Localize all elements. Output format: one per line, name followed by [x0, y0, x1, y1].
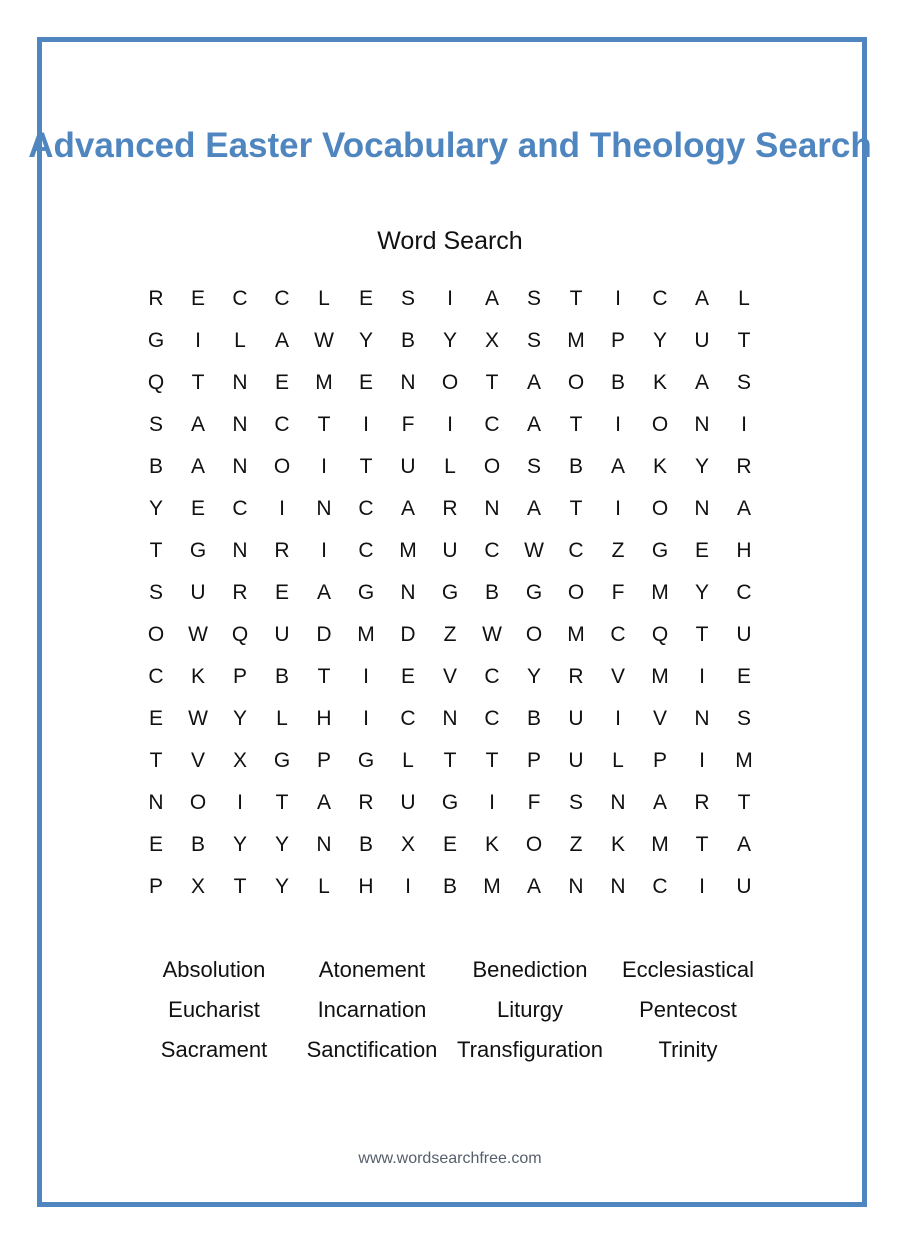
grid-row	[135, 278, 765, 320]
grid-letter[interactable]: L	[402, 749, 414, 772]
letter-grid	[135, 278, 765, 908]
grid-letter[interactable]: Y	[274, 833, 289, 856]
grid-letter[interactable]: L	[234, 329, 246, 352]
grid-letter[interactable]: G	[273, 749, 291, 772]
grid-letter[interactable]: E	[442, 833, 457, 856]
grid-row	[135, 488, 765, 530]
grid-letter[interactable]: H	[316, 707, 332, 730]
grid-letter[interactable]: V	[442, 665, 457, 688]
grid-letter[interactable]: O	[273, 455, 291, 478]
grid-row	[135, 320, 765, 362]
grid-letter[interactable]: I	[615, 497, 621, 520]
grid-letter[interactable]: T	[569, 413, 583, 436]
grid-letter[interactable]: O	[651, 497, 669, 520]
grid-letter[interactable]: B	[442, 875, 457, 898]
grid-letter[interactable]: G	[441, 791, 459, 814]
grid-letter[interactable]: N	[442, 707, 458, 730]
grid-letter[interactable]: V	[610, 665, 625, 688]
grid-letter[interactable]: R	[274, 539, 290, 562]
grid-letter[interactable]: I	[447, 287, 453, 310]
grid-letter[interactable]: C	[610, 623, 626, 646]
grid-letter[interactable]: A	[274, 329, 289, 352]
grid-letter[interactable]: A	[400, 497, 415, 520]
grid-letter[interactable]: M	[357, 623, 375, 646]
grid-row	[135, 698, 765, 740]
word-list-item: Transfiguration	[457, 1037, 603, 1062]
grid-letter[interactable]: P	[232, 665, 247, 688]
grid-letter[interactable]: C	[484, 413, 500, 436]
grid-letter[interactable]: C	[358, 539, 374, 562]
grid-letter[interactable]: P	[148, 875, 163, 898]
grid-letter[interactable]: E	[274, 581, 289, 604]
grid-letter[interactable]: Z	[611, 539, 625, 562]
grid-letter[interactable]: C	[274, 413, 290, 436]
grid-letter[interactable]: C	[232, 287, 248, 310]
grid-letter[interactable]: I	[237, 791, 243, 814]
grid-row	[135, 614, 765, 656]
grid-letter[interactable]: F	[401, 413, 415, 436]
grid-letter[interactable]: I	[699, 665, 705, 688]
grid-letter[interactable]: G	[441, 581, 459, 604]
grid-letter[interactable]: L	[276, 707, 288, 730]
word-list-item: Atonement	[318, 957, 426, 982]
grid-letter[interactable]: X	[484, 329, 499, 352]
grid-letter[interactable]: C	[484, 539, 500, 562]
grid-letter[interactable]: Y	[694, 455, 709, 478]
grid-letter[interactable]: T	[149, 539, 163, 562]
grid-letter[interactable]: X	[400, 833, 415, 856]
grid-letter[interactable]: I	[741, 413, 747, 436]
page-title: Advanced Easter Vocabulary and Theology Search	[28, 126, 872, 165]
grid-letter[interactable]: U	[274, 623, 290, 646]
grid-letter[interactable]: O	[567, 371, 585, 394]
page-subtitle: Word Search	[377, 227, 523, 255]
grid-letter[interactable]: L	[318, 875, 330, 898]
grid-row	[135, 782, 765, 824]
grid-letter[interactable]: U	[694, 329, 710, 352]
word-list	[135, 950, 767, 1070]
grid-letter[interactable]: B	[610, 371, 625, 394]
grid-letter[interactable]: Q	[147, 371, 165, 394]
grid-letter[interactable]: N	[400, 581, 416, 604]
word-list-item: Ecclesiastical	[621, 957, 755, 982]
grid-row	[135, 740, 765, 782]
grid-letter[interactable]: S	[736, 707, 751, 730]
grid-letter[interactable]: N	[484, 497, 500, 520]
grid-row	[135, 824, 765, 866]
grid-letter[interactable]: I	[321, 539, 327, 562]
grid-letter[interactable]: E	[190, 497, 205, 520]
grid-letter[interactable]: N	[148, 791, 164, 814]
grid-letter[interactable]: T	[149, 749, 163, 772]
grid-letter[interactable]: C	[568, 539, 584, 562]
grid-letter[interactable]: A	[736, 497, 751, 520]
grid-letter[interactable]: W	[188, 707, 208, 730]
grid-letter[interactable]: B	[274, 665, 289, 688]
grid-letter[interactable]: A	[610, 455, 625, 478]
grid-letter[interactable]: G	[357, 581, 375, 604]
word-list-item: Trinity	[658, 1037, 718, 1062]
grid-letter[interactable]: E	[148, 833, 163, 856]
grid-letter[interactable]: N	[400, 371, 416, 394]
grid-letter[interactable]: F	[611, 581, 625, 604]
grid-letter[interactable]: W	[314, 329, 334, 352]
grid-letter[interactable]: A	[484, 287, 499, 310]
grid-letter[interactable]: P	[610, 329, 625, 352]
grid-letter[interactable]: T	[233, 875, 247, 898]
grid-letter[interactable]: Y	[694, 581, 709, 604]
grid-letter[interactable]: T	[275, 791, 289, 814]
grid-letter[interactable]: B	[526, 707, 541, 730]
grid-letter[interactable]: T	[443, 749, 457, 772]
grid-letter[interactable]: N	[694, 497, 710, 520]
grid-letter[interactable]: M	[651, 665, 669, 688]
grid-letter[interactable]: I	[363, 707, 369, 730]
grid-letter[interactable]: A	[190, 455, 205, 478]
grid-letter[interactable]: N	[232, 455, 248, 478]
grid-letter[interactable]: E	[358, 287, 373, 310]
word-list-row	[135, 990, 767, 1030]
grid-letter[interactable]: C	[652, 875, 668, 898]
grid-letter[interactable]: T	[317, 413, 331, 436]
grid-letter[interactable]: A	[694, 287, 709, 310]
grid-letter[interactable]: U	[568, 707, 584, 730]
grid-letter[interactable]: W	[524, 539, 544, 562]
grid-letter[interactable]: I	[489, 791, 495, 814]
grid-letter[interactable]: E	[400, 665, 415, 688]
grid-row	[135, 866, 765, 908]
grid-letter[interactable]: Y	[274, 875, 289, 898]
grid-letter[interactable]: B	[400, 329, 415, 352]
grid-letter[interactable]: N	[610, 791, 626, 814]
grid-letter[interactable]: Q	[651, 623, 669, 646]
grid-letter[interactable]: U	[190, 581, 206, 604]
grid-letter[interactable]: M	[483, 875, 501, 898]
grid-letter[interactable]: S	[400, 287, 415, 310]
grid-letter[interactable]: U	[442, 539, 458, 562]
grid-letter[interactable]: Y	[442, 329, 457, 352]
grid-letter[interactable]: M	[735, 749, 753, 772]
grid-row	[135, 362, 765, 404]
grid-letter[interactable]: E	[274, 371, 289, 394]
grid-letter[interactable]: R	[232, 581, 248, 604]
grid-letter[interactable]: T	[485, 749, 499, 772]
grid-letter[interactable]: N	[232, 413, 248, 436]
grid-letter[interactable]: T	[359, 455, 373, 478]
grid-letter[interactable]: I	[447, 413, 453, 436]
grid-letter[interactable]: I	[699, 875, 705, 898]
grid-letter[interactable]: S	[148, 413, 163, 436]
grid-letter[interactable]: K	[610, 833, 625, 856]
grid-letter[interactable]: X	[190, 875, 205, 898]
grid-letter[interactable]: N	[232, 371, 248, 394]
grid-letter[interactable]: V	[652, 707, 667, 730]
grid-letter[interactable]: Y	[652, 329, 667, 352]
grid-letter[interactable]: G	[147, 329, 165, 352]
grid-letter[interactable]: I	[195, 329, 201, 352]
grid-letter[interactable]: M	[651, 833, 669, 856]
grid-letter[interactable]: M	[567, 329, 585, 352]
grid-letter[interactable]: M	[399, 539, 417, 562]
grid-row	[135, 446, 765, 488]
grid-row	[135, 404, 765, 446]
grid-letter[interactable]: K	[190, 665, 205, 688]
grid-letter[interactable]: U	[400, 791, 416, 814]
grid-letter[interactable]: R	[694, 791, 710, 814]
grid-letter[interactable]: T	[485, 371, 499, 394]
grid-letter[interactable]: C	[484, 707, 500, 730]
grid-letter[interactable]: S	[568, 791, 583, 814]
grid-letter[interactable]: N	[694, 707, 710, 730]
grid-letter[interactable]: A	[736, 833, 751, 856]
grid-letter[interactable]: T	[737, 791, 751, 814]
grid-letter[interactable]: A	[652, 791, 667, 814]
grid-letter[interactable]: M	[315, 371, 333, 394]
grid-letter[interactable]: N	[610, 875, 626, 898]
word-list-item: Pentecost	[639, 997, 737, 1022]
grid-letter[interactable]: N	[694, 413, 710, 436]
grid-letter[interactable]: O	[189, 791, 207, 814]
grid-letter[interactable]: C	[484, 665, 500, 688]
grid-letter[interactable]: O	[525, 623, 543, 646]
grid-letter[interactable]: C	[400, 707, 416, 730]
grid-letter[interactable]: Y	[232, 833, 247, 856]
grid-letter[interactable]: G	[189, 539, 207, 562]
grid-letter[interactable]: S	[526, 455, 541, 478]
grid-letter[interactable]: I	[321, 455, 327, 478]
grid-row	[135, 656, 765, 698]
grid-letter[interactable]: B	[190, 833, 205, 856]
grid-letter[interactable]: R	[358, 791, 374, 814]
grid-letter[interactable]: T	[737, 329, 751, 352]
grid-letter[interactable]: B	[568, 455, 583, 478]
grid-letter[interactable]: K	[652, 455, 667, 478]
grid-letter[interactable]: L	[612, 749, 624, 772]
grid-letter[interactable]: I	[363, 665, 369, 688]
grid-letter[interactable]: E	[190, 287, 205, 310]
grid-letter[interactable]: W	[482, 623, 502, 646]
grid-letter[interactable]: T	[191, 371, 205, 394]
grid-letter[interactable]: V	[190, 749, 205, 772]
grid-letter[interactable]: R	[736, 455, 752, 478]
grid-letter[interactable]: P	[652, 749, 667, 772]
grid-letter[interactable]: H	[358, 875, 374, 898]
grid-letter[interactable]: C	[232, 497, 248, 520]
word-list-item: Benediction	[472, 957, 588, 982]
grid-letter[interactable]: Y	[358, 329, 373, 352]
grid-letter[interactable]: E	[694, 539, 709, 562]
grid-letter[interactable]: N	[232, 539, 248, 562]
grid-letter[interactable]: G	[525, 581, 543, 604]
grid-letter[interactable]: L	[444, 455, 456, 478]
grid-letter[interactable]: O	[483, 455, 501, 478]
grid-letter[interactable]: I	[279, 497, 285, 520]
grid-letter[interactable]: N	[568, 875, 584, 898]
grid-letter[interactable]: L	[318, 287, 330, 310]
grid-letter[interactable]: N	[316, 833, 332, 856]
grid-letter[interactable]: T	[569, 497, 583, 520]
grid-letter[interactable]: R	[568, 665, 584, 688]
grid-letter[interactable]: I	[615, 287, 621, 310]
grid-letter[interactable]: S	[148, 581, 163, 604]
grid-letter[interactable]: M	[567, 623, 585, 646]
grid-letter[interactable]: I	[699, 749, 705, 772]
grid-letter[interactable]: E	[148, 707, 163, 730]
grid-letter[interactable]: O	[147, 623, 165, 646]
grid-letter[interactable]: A	[526, 371, 541, 394]
grid-letter[interactable]: G	[651, 539, 669, 562]
grid-letter[interactable]: I	[615, 707, 621, 730]
grid-letter[interactable]: Z	[569, 833, 583, 856]
grid-letter[interactable]: C	[148, 665, 164, 688]
grid-letter[interactable]: X	[232, 749, 247, 772]
word-list-item: Eucharist	[168, 997, 260, 1022]
grid-letter[interactable]: C	[274, 287, 290, 310]
grid-letter[interactable]: U	[736, 875, 752, 898]
grid-letter[interactable]: A	[526, 875, 541, 898]
grid-row	[135, 572, 765, 614]
grid-letter[interactable]: D	[400, 623, 416, 646]
grid-letter[interactable]: A	[526, 497, 541, 520]
grid-letter[interactable]: G	[357, 749, 375, 772]
grid-letter[interactable]: C	[652, 287, 668, 310]
grid-letter[interactable]: R	[442, 497, 458, 520]
grid-letter[interactable]: M	[651, 581, 669, 604]
grid-letter[interactable]: A	[694, 371, 709, 394]
footer-url: www.wordsearchfree.com	[358, 1150, 542, 1167]
word-list-item: Sacrament	[160, 1037, 268, 1062]
word-list-row	[135, 950, 767, 990]
grid-letter[interactable]: L	[738, 287, 750, 310]
grid-letter[interactable]: O	[441, 371, 459, 394]
grid-letter[interactable]: A	[526, 413, 541, 436]
grid-letter[interactable]: W	[188, 623, 208, 646]
grid-letter[interactable]: A	[316, 581, 331, 604]
grid-letter[interactable]: K	[652, 371, 667, 394]
grid-letter[interactable]: E	[358, 371, 373, 394]
grid-letter[interactable]: S	[736, 371, 751, 394]
grid-letter[interactable]: P	[526, 749, 541, 772]
grid-letter[interactable]: I	[363, 413, 369, 436]
grid-letter[interactable]: T	[317, 665, 331, 688]
grid-letter[interactable]: K	[484, 833, 499, 856]
grid-letter[interactable]: N	[316, 497, 332, 520]
grid-letter[interactable]: T	[569, 287, 583, 310]
grid-letter[interactable]: E	[736, 665, 751, 688]
grid-letter[interactable]: B	[358, 833, 373, 856]
grid-letter[interactable]: Q	[231, 623, 249, 646]
grid-letter[interactable]: A	[316, 791, 331, 814]
grid-letter[interactable]: O	[651, 413, 669, 436]
grid-letter[interactable]: C	[358, 497, 374, 520]
grid-letter[interactable]: S	[526, 287, 541, 310]
grid-letter[interactable]: I	[405, 875, 411, 898]
grid-letter[interactable]: Y	[526, 665, 541, 688]
word-list-item: Incarnation	[317, 997, 427, 1022]
grid-letter[interactable]: Z	[443, 623, 457, 646]
grid-letter[interactable]: Y	[232, 707, 247, 730]
grid-letter[interactable]: R	[148, 287, 164, 310]
grid-letter[interactable]: I	[615, 413, 621, 436]
word-list-item: Absolution	[162, 957, 266, 982]
word-list-row	[135, 1030, 767, 1070]
grid-letter[interactable]: U	[568, 749, 584, 772]
word-list-item: Sanctification	[306, 1037, 438, 1062]
grid-letter[interactable]: O	[567, 581, 585, 604]
grid-letter[interactable]: B	[148, 455, 163, 478]
grid-letter[interactable]: T	[695, 623, 709, 646]
grid-row	[135, 530, 765, 572]
grid-letter[interactable]: F	[527, 791, 541, 814]
grid-letter[interactable]: D	[316, 623, 332, 646]
grid-letter[interactable]: H	[736, 539, 752, 562]
grid-letter[interactable]: Y	[148, 497, 163, 520]
grid-letter[interactable]: U	[736, 623, 752, 646]
word-list-item: Liturgy	[496, 997, 564, 1022]
grid-letter[interactable]: B	[484, 581, 499, 604]
grid-letter[interactable]: C	[736, 581, 752, 604]
grid-letter[interactable]: A	[190, 413, 205, 436]
grid-letter[interactable]: P	[316, 749, 331, 772]
grid-letter[interactable]: T	[695, 833, 709, 856]
grid-letter[interactable]: U	[400, 455, 416, 478]
grid-letter[interactable]: O	[525, 833, 543, 856]
grid-letter[interactable]: S	[526, 329, 541, 352]
